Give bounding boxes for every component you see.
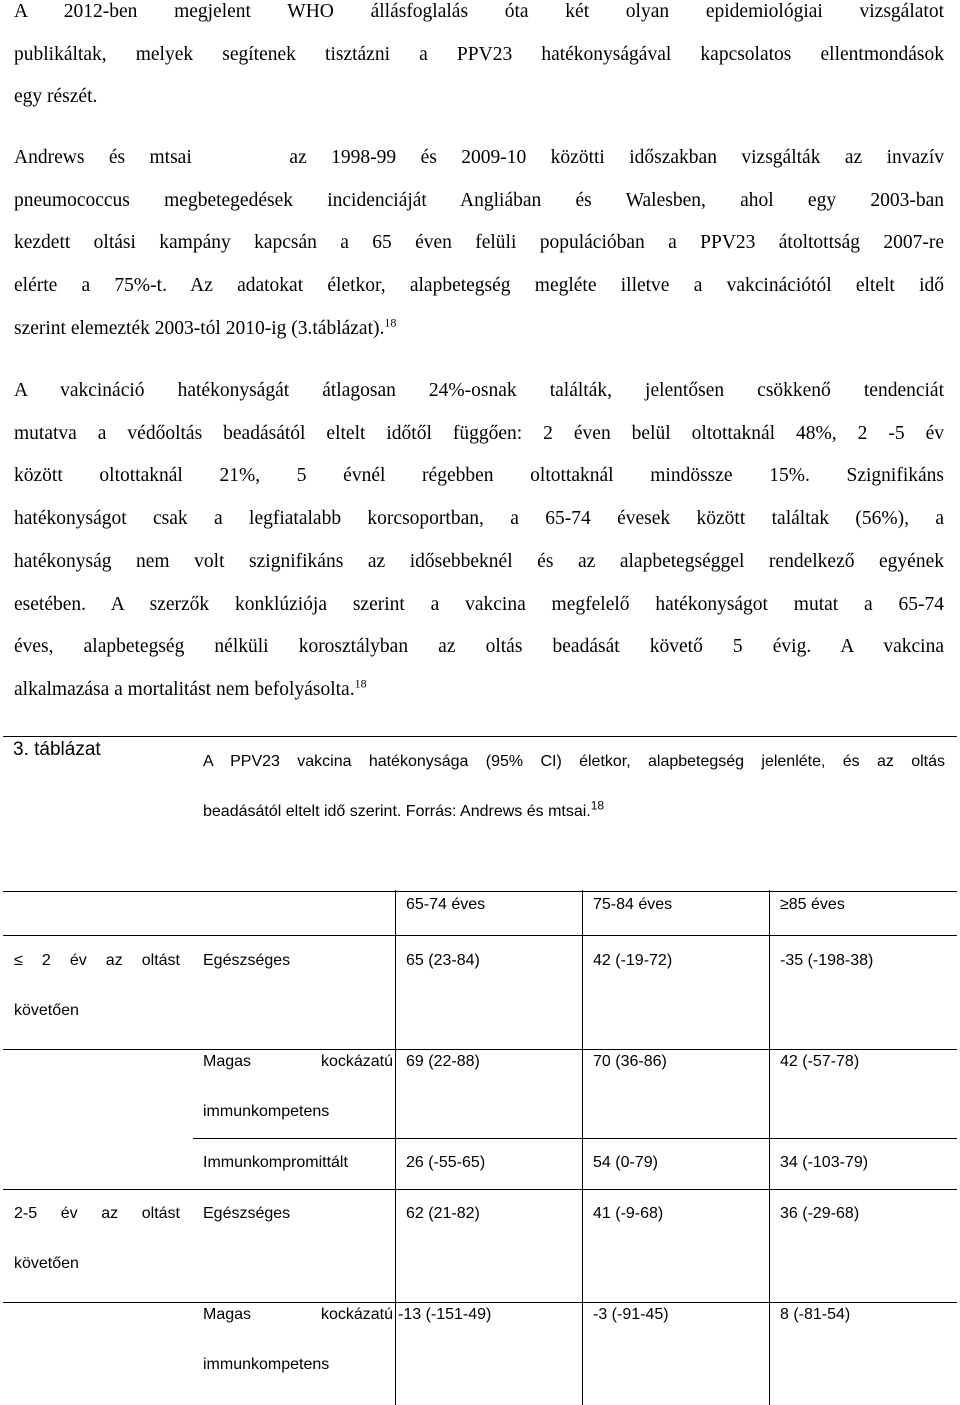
table-cell: 70 (36-86)	[593, 1053, 667, 1070]
table-cell: 34 (-103-79)	[780, 1154, 869, 1171]
text-line: A vakcináció hatékonyságát átlagosan 24%-osnak találták, jelentősen csökkenő tendenciát	[14, 380, 944, 401]
table-cell: 54 (0-79)	[593, 1154, 658, 1171]
table-rule	[3, 1049, 957, 1050]
table-rule	[769, 890, 770, 1405]
text-line: mutatva a védőoltás beadásától eltelt időtől függően: 2 éven belül oltottaknál 48%, 2 -5 év	[14, 422, 944, 444]
caption-text: beadásától eltelt idő szerint. Forrás: Andrews és mtsai.	[203, 803, 591, 820]
text-line: elérte a 75%-t. Az adatokat életkor, alapbetegség megléte illetve a vakcinációtól eltelt idő	[14, 275, 944, 297]
group-label	[14, 952, 180, 970]
table-cell: 41 (-9-68)	[593, 1205, 664, 1222]
group-label	[14, 1205, 180, 1223]
table-cell: 65 (23-84)	[406, 952, 480, 969]
text-line: éves, alapbetegség nélküli korosztályban az oltás beadását követő 5 évig. A vakcina	[14, 636, 944, 658]
text-line: kezdett oltási kampány kapcsán a 65 éven felüli populációban a PPV23 átoltottság 2007-re	[14, 232, 944, 254]
row-category: Immunkompromittált	[203, 1154, 348, 1171]
table-rule	[3, 935, 957, 936]
table-cell: -13 (-151-49)	[398, 1306, 492, 1323]
table-rule	[3, 1189, 957, 1190]
column-header: 75-84 éves	[593, 896, 673, 913]
row-category: immunkompetens	[203, 1103, 330, 1120]
reference-superscript: 18	[384, 315, 397, 330]
text-line: Andrews és mtsai az 1998-99 és 2009-10 közötti időszakban vizsgálták az invazív	[14, 147, 944, 168]
text-line: publikáltak, melyek segítenek tisztázni a PPV23 hatékonyságával kapcsolatos ellentmondások	[14, 43, 944, 65]
table-cell: -3 (-91-45)	[593, 1306, 669, 1323]
table-cell: 8 (-81-54)	[780, 1306, 851, 1323]
column-header: ≥85 éves	[780, 896, 845, 913]
row-category	[203, 1306, 393, 1324]
text-line: között oltottaknál 21%, 5 évnél régebben oltottaknál mindössze 15%. Szignifikáns	[14, 465, 944, 487]
paragraph-andrews	[14, 137, 944, 351]
text-line: hatékonyságot csak a legfiatalabb korcsoportban, a 65-74 évesek között találtak (56%), a	[14, 508, 944, 530]
group-label-line: 2-5 év az oltást	[14, 1205, 180, 1222]
table-rule	[3, 1302, 957, 1303]
caption-line	[203, 787, 945, 837]
table-cell: 69 (22-88)	[406, 1053, 480, 1070]
row-category	[203, 1053, 393, 1071]
group-label: követően	[14, 1002, 79, 1019]
row-category-line: Magas kockázatú	[203, 1053, 393, 1070]
text-line: A 2012-ben megjelent WHO állásfoglalás óta két olyan epidemiológiai vizsgálatot	[14, 1, 944, 22]
column-header: 65-74 éves	[406, 896, 486, 913]
reference-superscript: 18	[590, 798, 605, 813]
text-line: esetében. A szerzők konklúziója szerint a vakcina megfelelő hatékonyságot mutat a 65-74	[14, 593, 944, 615]
table-cell: 36 (-29-68)	[780, 1205, 860, 1222]
row-category: Egészséges	[203, 1205, 291, 1222]
table-description	[203, 737, 945, 837]
text-line: egy részét.	[14, 86, 98, 108]
table-cell: -35 (-198-38)	[780, 952, 874, 969]
text-line-content: szerint elemezték 2003-tól 2010-ig (3.táblázat).	[14, 317, 385, 339]
row-category: immunkompetens	[203, 1356, 330, 1373]
table-rule	[395, 890, 396, 1405]
group-label-line: ≤ 2 év az oltást	[14, 952, 180, 969]
text-line-content: alkalmazása a mortalitást nem befolyásolta.	[14, 678, 355, 700]
group-label: követően	[14, 1255, 79, 1272]
text-line	[14, 669, 944, 712]
table-rule	[582, 890, 583, 1405]
table-rule	[193, 1138, 957, 1139]
paragraph-intro	[14, 0, 944, 119]
row-category-line: Magas kockázatú	[203, 1306, 393, 1323]
text-line: pneumococcus megbetegedések incidenciáját Angliában és Walesben, ahol egy 2003-ban	[14, 189, 944, 211]
paragraph-results	[14, 370, 944, 712]
text-line: hatékonyság nem volt szignifikáns az idősebbeknél és az alapbetegséggel rendelkező egyének	[14, 550, 944, 572]
table-cell: 62 (21-82)	[406, 1205, 480, 1222]
row-category: Egészséges	[203, 952, 291, 969]
text-line	[14, 308, 944, 351]
table-number: 3. táblázat	[13, 739, 101, 760]
table-caption	[3, 736, 957, 892]
caption-line: A PPV23 vakcina hatékonysága (95% CI) életkor, alapbetegség jelenléte, és az oltás	[203, 753, 945, 770]
table-cell: 26 (-55-65)	[406, 1154, 486, 1171]
reference-superscript: 18	[354, 676, 367, 691]
table-cell: 42 (-57-78)	[780, 1053, 860, 1070]
table-cell: 42 (-19-72)	[593, 952, 673, 969]
